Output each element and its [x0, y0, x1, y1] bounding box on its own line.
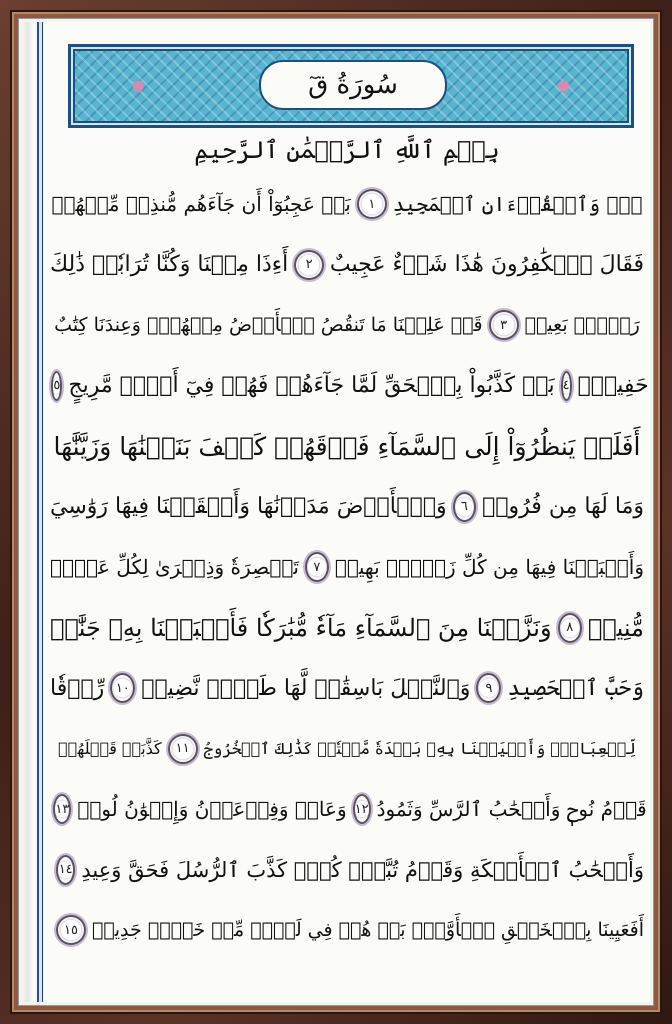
verse-text: لِّلۡعِبَادِۖ وَأَحۡيَيۡنَا بِهِۦ بَلۡدَةٗ مَّيۡتٗاۚ كَذَٰلِكَ ٱلۡخُرُوجُ	[203, 739, 636, 759]
verse-text: قَوۡمُ نُوحٖ وَأَصۡحَٰبُ ٱلرَّسِّ وَثَمُودُ	[376, 797, 647, 822]
surah-header-ornament	[68, 44, 634, 128]
verse-text: وَأَصۡحَٰبُ ٱلۡأَيۡكَةِ وَقَوۡمُ تُبَّعٖۚ كُلّٞ كَذَّبَ ٱلرُّسُلَ فَحَقَّ وَعِيدِ	[81, 857, 644, 882]
verse-lines	[50, 174, 649, 961]
verse-text: حَفِيظُۢ	[577, 373, 649, 399]
verse-text: رِّزۡقٗا	[50, 675, 105, 701]
verse-line	[50, 174, 644, 235]
verse-text: كَذَّبَتۡ قَبۡلَهُمۡ	[58, 739, 162, 759]
verse-text: وَعَادٞ وَفِرۡعَوۡنُ وَإِخۡوَٰنُ لُوطٖ	[77, 797, 347, 822]
ayah-number-marker: ٣	[489, 310, 519, 340]
verse-text: بَلۡ عَجِبُوٓاْ أَن جَآءَهُم مُّنذِرٞ مِّنۡهُمۡ	[51, 192, 351, 217]
verse-text: وَٱلۡأَرۡضَ مَدَدۡنَٰهَا وَأَلۡقَيۡنَا فِيهَا رَوَٰسِيَ	[50, 494, 447, 520]
basmala: بِسۡمِ ٱللَّهِ ٱلرَّحۡمَٰنِ ٱلرَّحِيمِ	[194, 136, 500, 164]
ayah-number-marker: ٨	[558, 613, 582, 643]
verse-text: تَبۡصِرَةٗ وَذِكۡرَىٰ لِكُلِّ عَبۡدٖ	[50, 555, 299, 580]
verse-line	[50, 295, 644, 356]
verse-text: مُّنِيبٖ	[587, 613, 644, 642]
verse-text: وَأَنۢبَتۡنَا فِيهَا مِن كُلِّ زَوۡجِۭ بَهِيجٖ	[334, 555, 644, 580]
ayah-number-marker: ١٥	[56, 915, 86, 945]
verse-text: قٓۚ وَٱلۡقُرۡءَانِ ٱلۡمَجِيدِ	[392, 192, 643, 217]
page-edge-binding	[22, 22, 43, 1002]
surah-title: سُورَةُ قٓ	[308, 70, 398, 100]
verse-line	[50, 840, 644, 901]
ayah-number-marker: ١٠	[110, 673, 135, 703]
verse-text: وَمَا لَهَا مِن فُرُوجٖ	[482, 494, 644, 520]
ayah-number-marker: ٩	[476, 673, 501, 703]
verse-text: بَلۡ كَذَّبُواْ بِٱلۡحَقِّ لَمَّا جَآءَهُمۡ فَهُمۡ فِيٓ أَمۡرٖ مَّرِيجٍ	[68, 373, 555, 399]
verse-text: قَدۡ عَلِمۡنَا مَا تَنقُصُ ٱلۡأَرۡضُ مِنۡهُمۡۖ وَعِندَنَا كِتَٰبٌ	[54, 314, 483, 337]
verse-line	[50, 477, 644, 538]
verse-line	[50, 235, 644, 296]
verse-line	[50, 779, 647, 840]
ayah-number-marker: ١٢	[353, 794, 371, 824]
verse-text: أَفَعَيِينَا بِٱلۡخَلۡقِ ٱلۡأَوَّلِۚ بَلۡ هُمۡ فِي لَبۡسٖ مِّنۡ خَلۡقٖ جَدِيدٖ	[91, 919, 644, 942]
ayah-number-marker: ١	[357, 189, 387, 219]
ayah-number-marker: ١١	[168, 734, 198, 764]
ayah-number-marker: ٢	[294, 250, 324, 280]
ayah-number-marker: ١٤	[56, 855, 75, 885]
ayah-number-marker: ٥	[51, 371, 62, 401]
verse-text: وَحَبَّ ٱلۡحَصِيدِ	[507, 675, 644, 701]
ayah-number-marker: ٦	[453, 492, 476, 522]
verse-line	[50, 598, 644, 659]
verse-line	[50, 356, 649, 417]
verse-line	[50, 658, 644, 719]
verse-text: أَءِذَا مِتۡنَا وَكُنَّا تُرَابٗاۖ ذَٰلِكَ	[50, 252, 289, 278]
verse-line	[50, 416, 644, 477]
ayah-number-marker: ١٣	[53, 794, 71, 824]
verse-line	[50, 537, 644, 598]
verse-line	[50, 719, 644, 780]
verse-text: وَٱلنَّخۡلَ بَاسِقَٰتٖ لَّهَا طَلۡعٞ نَّضِيدٞ	[141, 675, 471, 701]
surah-title-cartouche	[259, 60, 447, 110]
ayah-number-marker: ٧	[305, 552, 329, 582]
mushaf-page	[44, 22, 650, 1002]
verse-text: وَنَزَّلۡنَا مِنَ ٱلسَّمَآءِ مَآءٗ مُّبَٰرَكٗا فَأَنۢبَتۡنَا بِهِۦ جَنَّٰتٖ	[50, 613, 552, 642]
ayah-number-marker: ٤	[561, 371, 572, 401]
verse-line	[50, 900, 644, 961]
verse-text: أَفَلَمۡ يَنظُرُوٓاْ إِلَى ٱلسَّمَآءِ فَوۡقَهُمۡ كَيۡفَ بَنَيۡنَٰهَا وَزَيَّنَّٰهَا	[53, 431, 641, 461]
verse-text: رَجۡعُۢ بَعِيدٞ	[524, 314, 640, 337]
verse-text: فَقَالَ ٱلۡكَٰفِرُونَ هَٰذَا شَيۡءٌ عَجِيبٌ	[329, 252, 644, 278]
